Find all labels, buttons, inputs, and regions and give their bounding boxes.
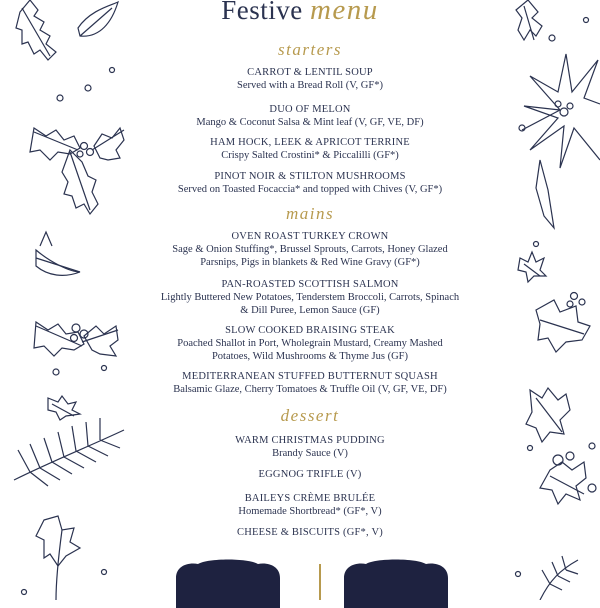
poinsettia-icon [522, 54, 600, 228]
item-name: OVEN ROAST TURKEY CROWN [231, 231, 389, 242]
item-description: Balsamic Glaze, Cherry Tomatoes & Truffle Oil (V, GF, VE, DF) [173, 384, 447, 395]
pine-branch-icon [516, 556, 579, 600]
leaf-icon [518, 252, 546, 282]
berry-icon [528, 443, 596, 451]
gold-divider [319, 564, 321, 600]
section-heading-mains: mains [285, 204, 335, 223]
item-name: BAILEYS CRÈME BRULÉE [244, 493, 376, 504]
left-floral-border [0, 0, 130, 600]
menu-item [140, 230, 480, 269]
item-description: Homemade Shortbread* (GF*, V) [238, 506, 382, 517]
item-description: Mango & Coconut Salsa & Mint leaf (V, GF, VE, DF) [196, 117, 424, 128]
menu-item [140, 66, 480, 92]
pudding-pot-icon [336, 556, 456, 608]
item-name: MEDITERRANEAN STUFFED BUTTERNUT SQUASH [182, 371, 438, 382]
pine-branch-icon [14, 418, 124, 486]
item-name: PINOT NOIR & STILTON MUSHROOMS [214, 171, 406, 182]
menu-item [140, 370, 480, 396]
berry-icon [77, 143, 94, 158]
menu-item [140, 103, 480, 129]
item-description: Lightly Buttered New Potatoes, Tenderstem Broccoli, Carrots, Spinach [160, 292, 460, 303]
item-name: SLOW COOKED BRAISING STEAK [225, 325, 395, 336]
leaf-icon [48, 396, 80, 420]
item-name: HAM HOCK, LEEK & APRICOT TERRINE [210, 137, 410, 148]
menu-item [140, 278, 480, 317]
item-description: Potatoes, Wild Mushrooms & Thyme Jus (GF) [211, 351, 409, 362]
item-name: EGGNOG TRIFLE (V) [258, 469, 362, 480]
holly-icon [34, 322, 118, 356]
title-main: Festive [221, 0, 303, 25]
item-description: & Dill Puree, Lemon Sauce (GF) [240, 305, 380, 316]
item-description: Served on Toasted Focaccia* and topped with Chives (V, GF*) [177, 184, 443, 195]
section-heading-dessert: dessert [280, 406, 340, 425]
menu-item [140, 324, 480, 363]
item-name: CARROT & LENTIL SOUP [247, 67, 373, 78]
item-name: PAN-ROASTED SCOTTISH SALMON [221, 279, 399, 290]
menu-item [140, 526, 480, 539]
title-accent: menu [309, 0, 379, 26]
holly-icon [536, 293, 590, 353]
menu-item [140, 434, 480, 460]
holly-icon [30, 128, 124, 214]
menu-item [140, 468, 480, 481]
item-description: Crispy Salted Crostini* & Piccalilli (GF*) [221, 150, 399, 161]
section-heading-starters: starters [278, 40, 342, 59]
item-description: Poached Shallot in Port, Wholegrain Mustard, Creamy Mashed [177, 338, 443, 349]
holly-icon [22, 516, 107, 600]
menu-item [140, 170, 480, 196]
item-description: Sage & Onion Stuffing*, Brussel Sprouts, Carrots, Honey Glazed [172, 244, 448, 255]
item-name: CHEESE & BISCUITS (GF*, V) [237, 527, 383, 538]
berry-icon [53, 366, 107, 376]
menu-item [140, 492, 480, 518]
holly-icon [526, 388, 596, 504]
item-description: Parsnips, Pigs in blankets & Red Wine Gravy (GF*) [200, 257, 420, 268]
pudding-pot-icon [168, 556, 288, 608]
right-floral-border [500, 0, 600, 600]
menu-item [140, 136, 480, 162]
menu-title [0, 0, 600, 27]
leaf-icon [36, 232, 80, 275]
item-description: Served with a Bread Roll (V, GF*) [237, 80, 383, 91]
item-name: WARM CHRISTMAS PUDDING [235, 435, 385, 446]
berry-icon [57, 68, 115, 102]
item-description: Brandy Sauce (V) [272, 448, 348, 459]
item-name: DUO OF MELON [269, 104, 351, 115]
